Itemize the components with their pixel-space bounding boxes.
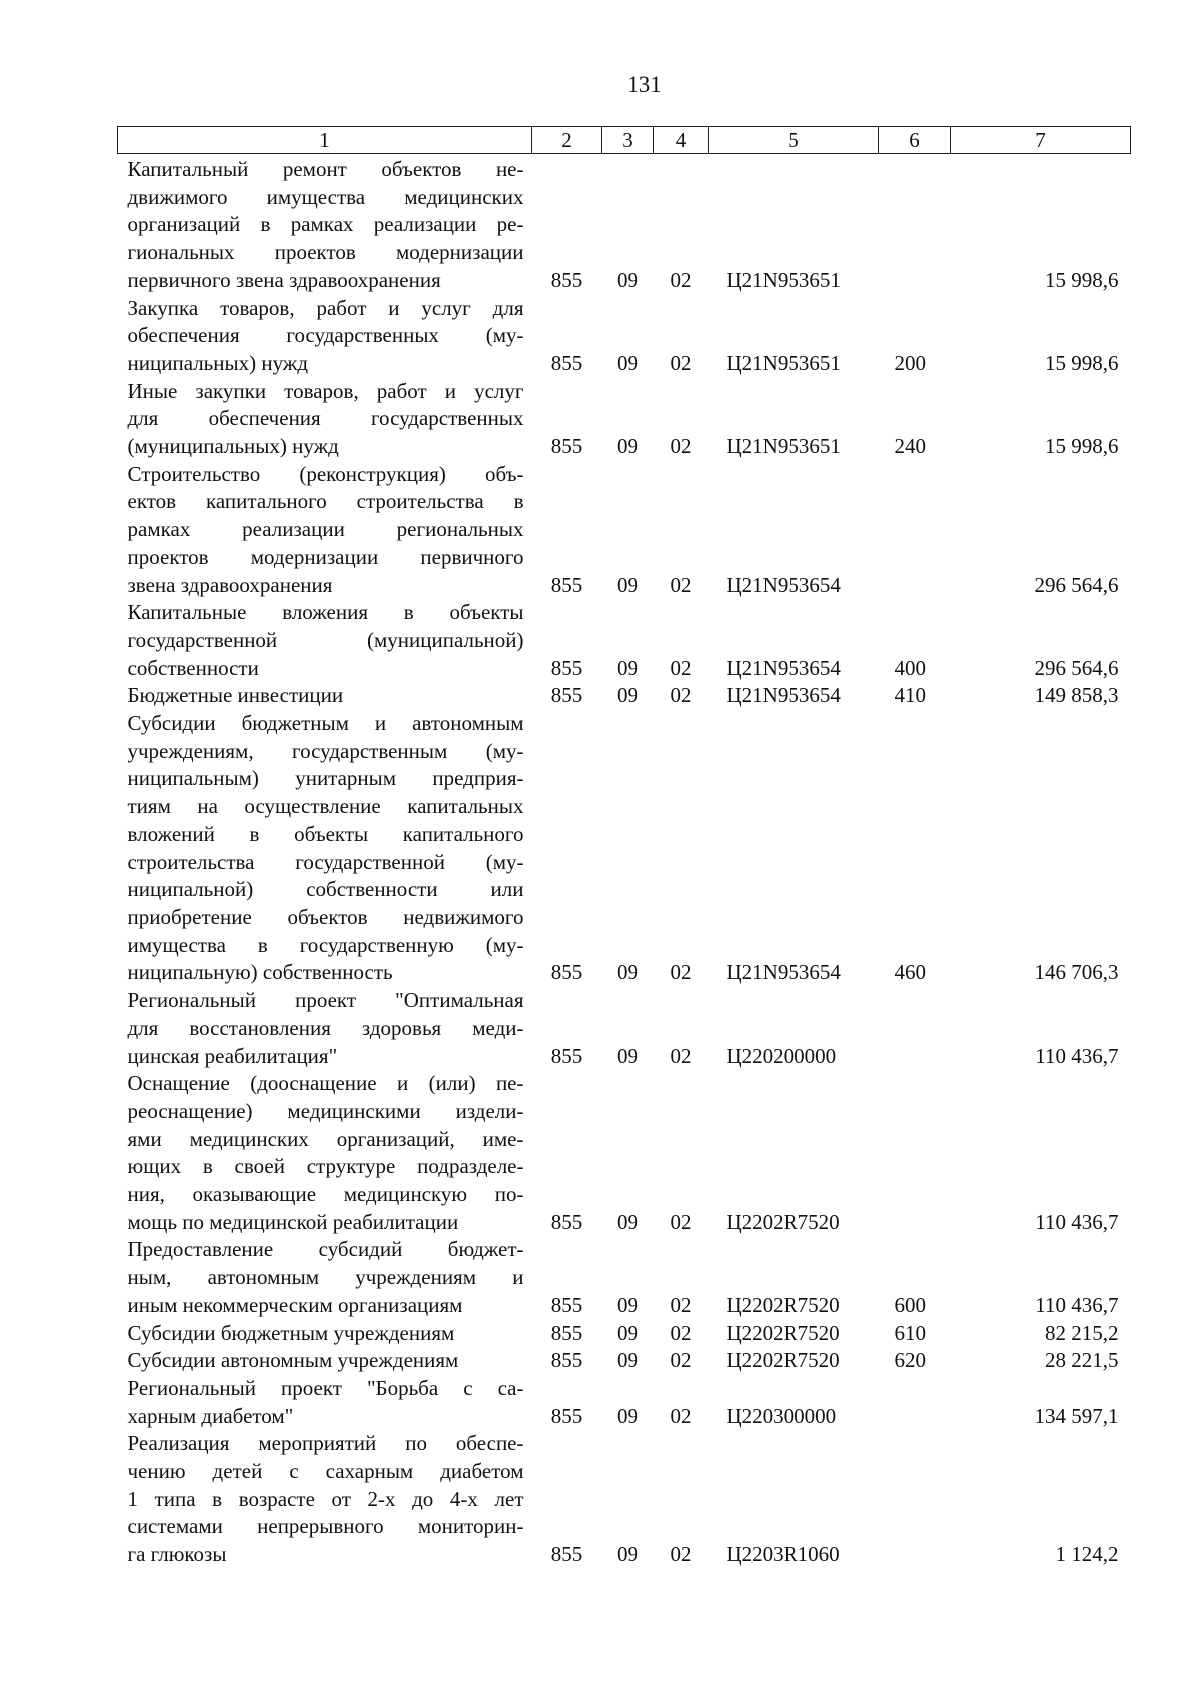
admin-code-cell: 855 [550,1043,583,1068]
amount-cell: 146 706,3 [1034,960,1119,985]
section-code-cell: 09 [617,1348,638,1373]
description-line: ниципальную) собственность [127,960,393,985]
target-article-cell: Ц2203R1060 [726,1542,840,1567]
admin-code-cell: 855 [550,1320,583,1345]
target-article-cell: Ц2202R7520 [726,1348,840,1373]
description-line: иным некоммерческим организациям [127,1292,463,1317]
table-row [118,1347,1131,1375]
amount-cell: 110 436,7 [1035,1043,1119,1068]
subsection-code-cell: 02 [670,960,692,985]
row-description [118,1347,532,1375]
amount-cell: 296 564,6 [1034,655,1119,680]
expense-type-cell: 240 [894,434,926,459]
expense-type-cell [879,987,951,1070]
amount-cell: 15 998,6 [1045,350,1119,375]
section-code-cell: 09 [617,350,638,375]
description-line: ниципальных) нужд [127,350,308,375]
section-code-cell: 09 [617,960,638,985]
table-row [118,599,1131,682]
subsection-code-cell: 02 [670,572,692,597]
target-article-cell: Ц21N953654 [726,572,841,597]
description-line: Субсидии бюджетным учреждениям [127,1320,455,1345]
subsection-code-cell: 02 [670,1320,692,1345]
row-description [118,295,532,378]
description-line: приобретение объектов недвижимого [127,904,524,929]
description-line: реоснащение) медицинскими издели- [127,1098,524,1123]
section-code-cell: 09 [617,1542,638,1567]
row-description [118,987,532,1070]
column-header-2: 2 [532,127,602,154]
admin-code-cell: 855 [550,1542,583,1567]
amount-cell: 82 215,2 [1045,1320,1119,1345]
admin-code-cell: 855 [550,267,583,292]
admin-code-cell: 855 [550,655,583,680]
subsection-code-cell: 02 [670,1209,692,1234]
row-description [118,1070,532,1236]
description-line: звена здравоохранения [127,572,333,597]
section-code-cell: 09 [617,1320,638,1345]
description-line: Субсидии бюджетным и автономным [127,711,524,736]
description-line: собственности [127,655,259,680]
page-number: 131 [627,72,662,97]
table-row [118,682,1131,710]
budget-table [117,126,1131,1569]
section-code-cell: 09 [617,655,638,680]
target-article-cell: Ц21N953651 [726,350,841,375]
table-row [118,461,1131,600]
amount-cell: 296 564,6 [1034,572,1119,597]
table-row [118,378,1131,461]
description-line: ниципальной) собственности или [127,877,524,902]
subsection-code-cell: 02 [670,1043,692,1068]
description-line: тиям на осуществление капитальных [127,794,524,819]
row-description [118,378,532,461]
description-line: для восстановления здоровья меди- [127,1015,524,1040]
description-line: строительства государственной (му- [127,849,524,874]
description-line: обеспечения государственных (му- [127,323,524,348]
table-row [118,1236,1131,1319]
row-description [118,1375,532,1430]
description-line: вложений в объекты капитального [127,821,524,846]
expense-type-cell [879,1070,951,1236]
row-description [118,461,532,600]
expense-type-cell [879,1375,951,1430]
target-article-cell: Ц21N953651 [726,434,841,459]
target-article-cell: Ц21N953654 [726,683,841,708]
admin-code-cell: 855 [550,1209,583,1234]
description-line: Строительство (реконструкция) объ- [127,461,524,486]
description-line: ния, оказывающие медицинскую по- [127,1182,524,1207]
target-article-cell: Ц220200000 [726,1043,837,1068]
table-header [118,127,1131,154]
amount-cell: 15 998,6 [1045,434,1119,459]
admin-code-cell: 855 [550,1403,583,1428]
admin-code-cell: 855 [550,960,583,985]
description-line: движимого имущества медицинских [127,184,524,209]
admin-code-cell: 855 [550,1348,583,1373]
expense-type-cell [879,154,951,295]
row-description [118,599,532,682]
description-line: га глюкозы [127,1542,227,1567]
subsection-code-cell: 02 [670,350,692,375]
description-line: для обеспечения государственных [127,406,524,431]
description-line: учреждениям, государственным (му- [127,738,524,763]
description-line: ющих в своей структуре подразделе- [127,1154,524,1179]
table-row [118,1375,1131,1430]
target-article-cell: Ц2202R7520 [726,1292,840,1317]
description-line: Закупка товаров, работ и услуг для [127,295,524,320]
section-code-cell: 09 [617,434,638,459]
row-description [118,710,532,987]
admin-code-cell: 855 [550,434,583,459]
amount-cell: 134 597,1 [1034,1403,1119,1428]
description-line: системами непрерывного мониторин- [127,1514,524,1539]
expense-type-cell: 620 [894,1348,926,1373]
amount-cell: 110 436,7 [1035,1292,1119,1317]
table-row [118,154,1131,295]
description-line: (муниципальных) нужд [127,434,339,459]
table-row [118,1320,1131,1348]
column-header-4: 4 [654,127,709,154]
table-row [118,1430,1131,1569]
column-header-6: 6 [879,127,951,154]
expense-type-cell [879,461,951,600]
table-row [118,987,1131,1070]
section-code-cell: 09 [617,1403,638,1428]
section-code-cell: 09 [617,572,638,597]
description-line: проектов модернизации первичного [127,544,524,569]
target-article-cell: Ц21N953651 [726,267,841,292]
subsection-code-cell: 02 [670,434,692,459]
description-line: Иные закупки товаров, работ и услуг [127,378,524,403]
subsection-code-cell: 02 [670,1403,692,1428]
admin-code-cell: 855 [550,572,583,597]
column-header-3: 3 [602,127,654,154]
header-row [118,127,1131,154]
description-line: Региональный проект "Оптимальная [127,988,524,1013]
target-article-cell: Ц2202R7520 [726,1320,840,1345]
description-line: имущества в государственную (му- [127,932,524,957]
description-line: первичного звена здравоохранения [127,267,441,292]
description-line: Реализация мероприятий по обеспе- [127,1431,524,1456]
description-line: цинская реабилитация" [127,1043,338,1068]
amount-cell: 149 858,3 [1034,683,1119,708]
description-line: Оснащение (дооснащение и (или) пе- [127,1071,524,1096]
description-line: Капитальный ремонт объектов не- [127,157,524,181]
target-article-cell: Ц220300000 [726,1403,837,1428]
expense-type-cell [879,1430,951,1569]
table-row [118,295,1131,378]
expense-type-cell: 410 [894,683,926,708]
description-line: государственной (муниципальной) [127,627,524,652]
description-line: Бюджетные инвестиции [127,683,344,708]
description-line: харным диабетом" [127,1403,294,1428]
amount-cell: 110 436,7 [1035,1209,1119,1234]
row-description [118,154,532,295]
expense-type-cell: 460 [894,960,926,985]
expense-type-cell: 600 [894,1292,926,1317]
amount-cell: 15 998,6 [1045,267,1119,292]
section-code-cell: 09 [617,1209,638,1234]
row-description [118,682,532,710]
description-line: Предоставление субсидий бюджет- [127,1237,524,1262]
description-line: Региональный проект "Борьба с са- [127,1375,524,1400]
column-header-5: 5 [709,127,879,154]
description-line: ями медицинских организаций, име- [127,1126,524,1151]
target-article-cell: Ц21N953654 [726,655,841,680]
admin-code-cell: 855 [550,683,583,708]
section-code-cell: 09 [617,267,638,292]
table-row [118,710,1131,987]
subsection-code-cell: 02 [670,1348,692,1373]
row-description [118,1236,532,1319]
description-line: рамках реализации региональных [127,517,524,542]
description-line: чению детей с сахарным диабетом [127,1459,524,1484]
section-code-cell: 09 [617,1043,638,1068]
amount-cell: 28 221,5 [1045,1348,1119,1373]
description-line: Субсидии автономным учреждениям [127,1348,459,1373]
description-line: организаций в рамках реализации ре- [127,212,524,237]
expense-type-cell: 200 [894,350,926,375]
description-line: 1 типа в возрасте от 2-х до 4-х лет [127,1486,524,1511]
amount-cell: 1 124,2 [1055,1542,1119,1567]
table-body [118,154,1131,1569]
column-header-7: 7 [951,127,1131,154]
admin-code-cell: 855 [550,1292,583,1317]
description-line: гиональных проектов модернизации [127,240,524,265]
section-code-cell: 09 [617,1292,638,1317]
row-description [118,1430,532,1569]
column-header-1: 1 [118,127,532,154]
subsection-code-cell: 02 [670,1292,692,1317]
subsection-code-cell: 02 [670,1542,692,1567]
table-row [118,1070,1131,1236]
target-article-cell: Ц2202R7520 [726,1209,840,1234]
row-description [118,1320,532,1348]
expense-type-cell: 610 [894,1320,926,1345]
subsection-code-cell: 02 [670,267,692,292]
description-line: ектов капитального строительства в [127,489,524,514]
subsection-code-cell: 02 [670,655,692,680]
target-article-cell: Ц21N953654 [726,960,841,985]
description-line: мощь по медицинской реабилитации [127,1209,459,1234]
description-line: ниципальным) унитарным предприя- [127,766,524,791]
section-code-cell: 09 [617,683,638,708]
description-line: ным, автономным учреждениям и [127,1265,524,1290]
description-line: Капитальные вложения в объекты [127,600,524,625]
expense-type-cell: 400 [894,655,926,680]
subsection-code-cell: 02 [670,683,692,708]
admin-code-cell: 855 [550,350,583,375]
